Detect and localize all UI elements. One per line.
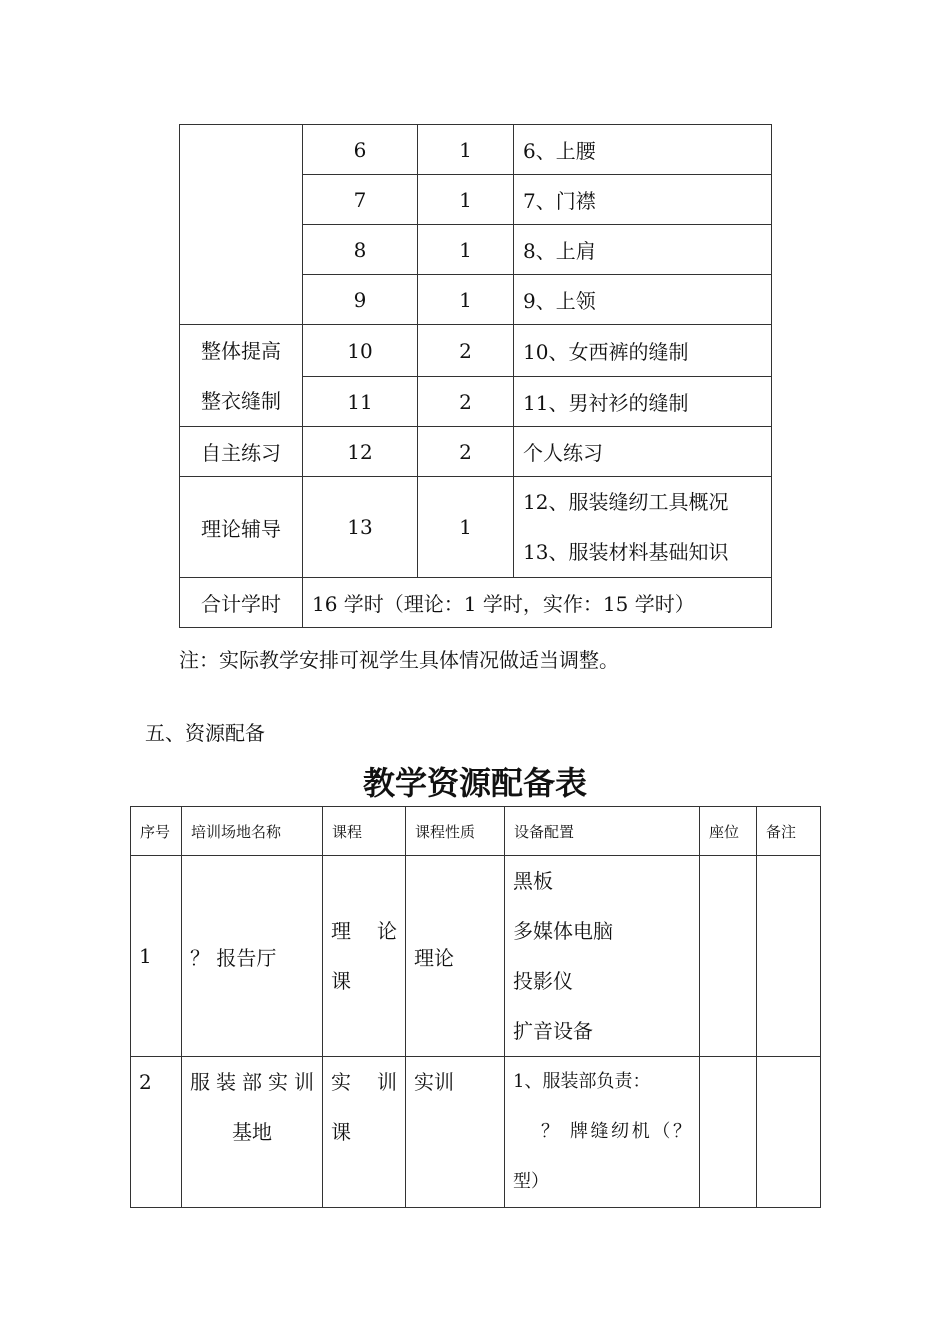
lesson-content: 11、男衬衫的缝制: [514, 377, 772, 427]
total-label: 合计学时: [180, 578, 303, 628]
section-heading: 五、资源配备: [145, 721, 265, 745]
remark-cell: [757, 1057, 821, 1208]
table-row: [131, 856, 821, 1057]
module-label: 自主练习: [180, 427, 303, 477]
venue-name: ？ 报告厅: [182, 856, 323, 1057]
lesson-number: 6: [303, 125, 418, 175]
header-cell: 课程性质: [406, 807, 505, 856]
lesson-number: 13: [303, 477, 418, 578]
header-cell: 培训场地名称: [182, 807, 323, 856]
venue-name: 服装部实训: [190, 1070, 314, 1094]
lesson-content-line: 12、服装缝纫工具概况: [523, 490, 729, 514]
course-nature: 理论: [406, 856, 505, 1057]
lesson-number: 8: [303, 225, 418, 275]
resource-table-title: 教学资源配备表: [362, 764, 587, 802]
lesson-content: 8、上肩: [514, 225, 772, 275]
course-nature-cell: [406, 1057, 505, 1208]
row-number: 2: [139, 1070, 152, 1094]
equipment-item: 黑板: [513, 869, 553, 893]
header-cell: 座位: [700, 807, 757, 856]
equipment-cell: [505, 856, 700, 1057]
lesson-hours: 1: [418, 275, 514, 325]
lesson-number: 9: [303, 275, 418, 325]
table-row: [180, 125, 772, 175]
row-number-cell: [131, 1057, 182, 1208]
table-row: [180, 477, 772, 578]
resource-table: [130, 806, 821, 1208]
header-cell: 设备配置: [505, 807, 700, 856]
module-label: 理论辅导: [180, 477, 303, 578]
equipment-item: 扩音设备: [513, 1019, 593, 1043]
course-cell: [323, 1057, 406, 1208]
lesson-hours: 1: [418, 225, 514, 275]
lesson-hours: 1: [418, 477, 514, 578]
venue-cell: [182, 1057, 323, 1208]
lesson-content: [514, 477, 772, 578]
lesson-number: 7: [303, 175, 418, 225]
equipment-item: 1、服装部负责：: [513, 1071, 651, 1092]
module-cell-empty: [180, 125, 303, 325]
total-value: 16 学时（理论：1 学时，实作：15 学时）: [303, 578, 772, 628]
lesson-hours: 1: [418, 125, 514, 175]
remark-cell: [757, 856, 821, 1057]
lesson-hours: 2: [418, 427, 514, 477]
seat-cell: [700, 856, 757, 1057]
equipment-cell: [505, 1057, 700, 1208]
course-cell: [323, 856, 406, 1057]
lesson-content: 10、女西裤的缝制: [514, 325, 772, 377]
lesson-content-line: 13、服装材料基础知识: [523, 540, 729, 564]
course-text: 理 论: [331, 919, 397, 943]
lesson-content: 6、上腰: [514, 125, 772, 175]
equipment-item: 型）: [513, 1171, 549, 1192]
table-row: [180, 325, 772, 377]
table-row: [180, 427, 772, 477]
lesson-hours: 2: [418, 377, 514, 427]
lesson-content: 个人练习: [514, 427, 772, 477]
equipment-item: 投影仪: [513, 969, 573, 993]
lesson-content: 7、门襟: [514, 175, 772, 225]
schedule-table: [179, 124, 772, 628]
equipment-item: 多媒体电脑: [513, 919, 613, 943]
venue-name: 基地: [232, 1120, 272, 1144]
module-cell-whole: [180, 325, 303, 427]
lesson-content: 9、上领: [514, 275, 772, 325]
note-text: 注：实际教学安排可视学生具体情况做适当调整。: [179, 648, 619, 672]
header-cell: 备注: [757, 807, 821, 856]
lesson-number: 10: [303, 325, 418, 377]
table-header-row: [131, 807, 821, 856]
course-nature: 实训: [414, 1070, 454, 1094]
course-text: 课: [331, 969, 351, 993]
equipment-item: ？ 牌缝纫机（？: [541, 1121, 691, 1142]
module-label: 整体提高: [201, 338, 281, 363]
lesson-number: 12: [303, 427, 418, 477]
course-text: 实 训: [331, 1070, 397, 1094]
row-number: 1: [131, 856, 182, 1057]
lesson-hours: 2: [418, 325, 514, 377]
header-cell: 课程: [323, 807, 406, 856]
table-row: [180, 578, 772, 628]
table-row: [131, 1057, 821, 1208]
lesson-number: 11: [303, 377, 418, 427]
header-cell: 序号: [131, 807, 182, 856]
module-label: 整衣缝制: [201, 388, 281, 413]
seat-cell: [700, 1057, 757, 1208]
lesson-hours: 1: [418, 175, 514, 225]
course-text: 课: [331, 1120, 351, 1144]
